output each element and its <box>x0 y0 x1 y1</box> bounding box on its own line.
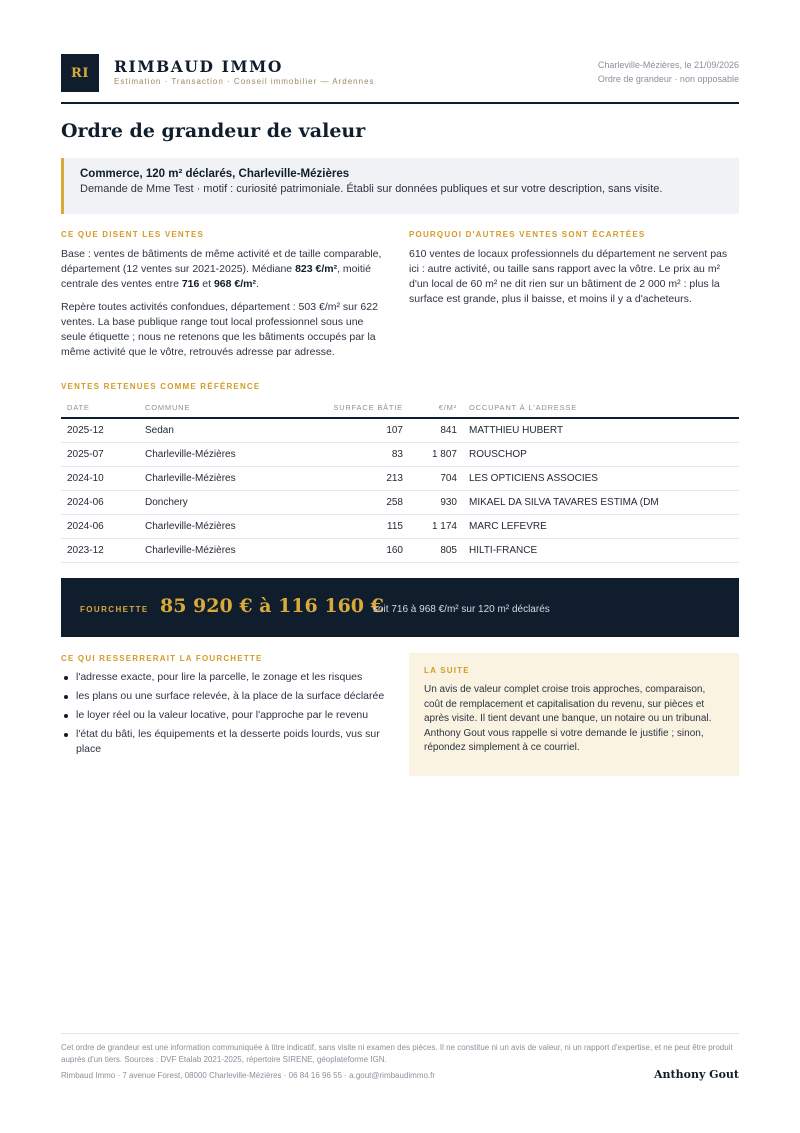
column-header: SURFACE BÂTIE <box>289 398 409 418</box>
document-meta <box>598 58 739 86</box>
page-title: Ordre de grandeur de valeur <box>61 120 366 142</box>
table-cell: 2025-07 <box>61 442 139 466</box>
table-cell: Charleville-Mézières <box>139 538 289 562</box>
table-cell: 258 <box>289 490 409 514</box>
table-cell: ROUSCHOP <box>463 442 739 466</box>
table-cell: 115 <box>289 514 409 538</box>
table-row <box>61 538 739 562</box>
table-cell: 1 807 <box>409 442 463 466</box>
table-cell: Charleville-Mézières <box>139 514 289 538</box>
table-cell: LES OPTICIENS ASSOCIES <box>463 466 739 490</box>
range-value: 85 920 € à 116 160 € <box>160 595 384 617</box>
list-item: l'état du bâti, les équipements et la desserte poids lourds, vus sur place <box>61 727 391 757</box>
section-heading: CE QUI RESSERRERAIT LA FOURCHETTE <box>61 654 263 663</box>
letterhead <box>61 54 739 104</box>
tighten-list <box>61 670 391 757</box>
excluded-paragraph: 610 ventes de locaux professionnels du département ne servent pas ici : autre activité, ou taille sans rapport avec la vôtre. Le prix au m² d'un local de 60 m² ne dit rien sur un bâtiment de 2 000 m² : plus la surface est grande, plus il baisse, et moins il y a d'acheteurs. <box>409 248 728 305</box>
brand-name: RIMBAUD IMMO <box>114 57 284 76</box>
price-range-banner <box>61 578 739 637</box>
text-run: et <box>199 278 214 290</box>
tighten-section <box>61 654 391 761</box>
text-run: , moitié centrale des ventes entre <box>61 263 371 290</box>
sales-paragraph-2: Repère toutes activités confondues, département : 503 €/m² sur 622 ventes. La base publique range tout local professionnel sous une seule étiquette ; nous ne retenons que les bâtiments occupés par la même activité que le vôtre, retrouvés adresse par adresse. <box>61 301 378 358</box>
brand-tagline: Estimation · Transaction · Conseil immobilier — Ardennes <box>114 77 375 86</box>
column-header: DATE <box>61 398 139 418</box>
section-heading: LA SUITE <box>424 666 470 675</box>
table-row <box>61 466 739 490</box>
median-value: 823 €/m² <box>295 263 338 275</box>
range-note: soit 716 à 968 €/m² sur 120 m² déclarés <box>373 604 550 615</box>
table-cell: MIKAEL DA SILVA TAVARES ESTIMA (DM <box>463 490 739 514</box>
list-item: le loyer réel ou la valeur locative, pour l'approche par le revenu <box>61 708 391 723</box>
table-cell: 841 <box>409 418 463 442</box>
range-low-value: 716 <box>181 278 200 290</box>
table-cell: MATTHIEU HUBERT <box>463 418 739 442</box>
request-summary <box>61 158 739 214</box>
next-steps-box <box>409 653 739 776</box>
table-cell: 2025-12 <box>61 418 139 442</box>
table-cell: 704 <box>409 466 463 490</box>
sales-paragraph-1 <box>61 247 391 292</box>
contact-line: Rimbaud Immo · 7 avenue Forest, 08000 Charleville-Mézières · 06 84 16 96 55 · a.gout@rimbaudimmo.fr <box>61 1071 436 1080</box>
table-cell: 2024-06 <box>61 490 139 514</box>
table-cell: Donchery <box>139 490 289 514</box>
table-cell: 83 <box>289 442 409 466</box>
table-row <box>61 514 739 538</box>
section-heading: POURQUOI D'AUTRES VENTES SONT ÉCARTÉES <box>409 230 646 239</box>
range-high-value: 968 €/m² <box>213 278 256 290</box>
table-row <box>61 442 739 466</box>
text-run: . <box>255 278 259 290</box>
table-cell: 160 <box>289 538 409 562</box>
column-header: €/M² <box>409 398 463 418</box>
document-type: Ordre de grandeur · non opposable <box>597 74 739 84</box>
list-item: les plans ou une surface relevée, à la place de la surface déclarée <box>61 689 391 704</box>
place-date: Charleville-Mézières, le 21/09/2026 <box>597 60 739 70</box>
table-cell: 213 <box>289 466 409 490</box>
range-label: FOURCHETTE <box>80 605 149 614</box>
table-cell: 2024-06 <box>61 514 139 538</box>
table-cell: 930 <box>409 490 463 514</box>
column-header: OCCUPANT À L'ADRESSE <box>463 398 739 418</box>
disclaimer: Cet ordre de grandeur est une information communiquée à titre indicatif, sans visite ni examen des pièces. Il ne constitue ni un avis de valeur, ni un rapport d'expertise, et ne peut être produit auprès d'un tiers. Sources : DVF Etalab 2021-2025, répertoire SIRENE, géoplateforme IGN. <box>61 1043 733 1064</box>
table-cell: Sedan <box>139 418 289 442</box>
table-row <box>61 418 739 442</box>
table-cell: 107 <box>289 418 409 442</box>
property-summary: Commerce, 120 m² déclarés, Charleville-Mézières <box>80 168 350 180</box>
sales-section <box>61 230 391 360</box>
footer <box>61 1033 739 1080</box>
document-page <box>61 0 739 1133</box>
section-heading: CE QUE DISENT LES VENTES <box>61 230 205 239</box>
table-cell: HILTI-FRANCE <box>463 538 739 562</box>
table-cell: 1 174 <box>409 514 463 538</box>
list-item: l'adresse exacte, pour lire la parcelle, le zonage et les risques <box>61 670 391 685</box>
logo: RI <box>61 54 99 92</box>
excluded-section <box>409 230 739 307</box>
table-cell: 2023-12 <box>61 538 139 562</box>
table-cell: 805 <box>409 538 463 562</box>
table-heading: VENTES RETENUES COMME RÉFÉRENCE <box>61 382 261 391</box>
text-run: Base : ventes de bâtiments de même activité et de taille comparable, département (12 ventes sur 2021-2025). Médiane <box>61 248 382 275</box>
table-header-row <box>61 398 739 418</box>
table-cell: Charleville-Mézières <box>139 442 289 466</box>
table-cell: Charleville-Mézières <box>139 466 289 490</box>
table-cell: 2024-10 <box>61 466 139 490</box>
column-header: COMMUNE <box>139 398 289 418</box>
table-row <box>61 490 739 514</box>
table-cell: MARC LEFEVRE <box>463 514 739 538</box>
reference-sales-table <box>61 398 739 563</box>
next-steps-text: Un avis de valeur complet croise trois approches, comparaison, coût de remplacement et capitalisation du revenu, sur pièces et après visite. Il tient devant une banque, un notaire ou un tribunal. Anthony Gout vous rappelle si votre demande le justifie ; sinon, répondez simplement à ce courriel. <box>424 684 712 753</box>
request-details: Demande de Mme Test · motif : curiosité patrimoniale. Établi sur données publiques et sur votre description, sans visite. <box>80 183 663 195</box>
signature: Anthony Gout <box>654 1068 739 1081</box>
